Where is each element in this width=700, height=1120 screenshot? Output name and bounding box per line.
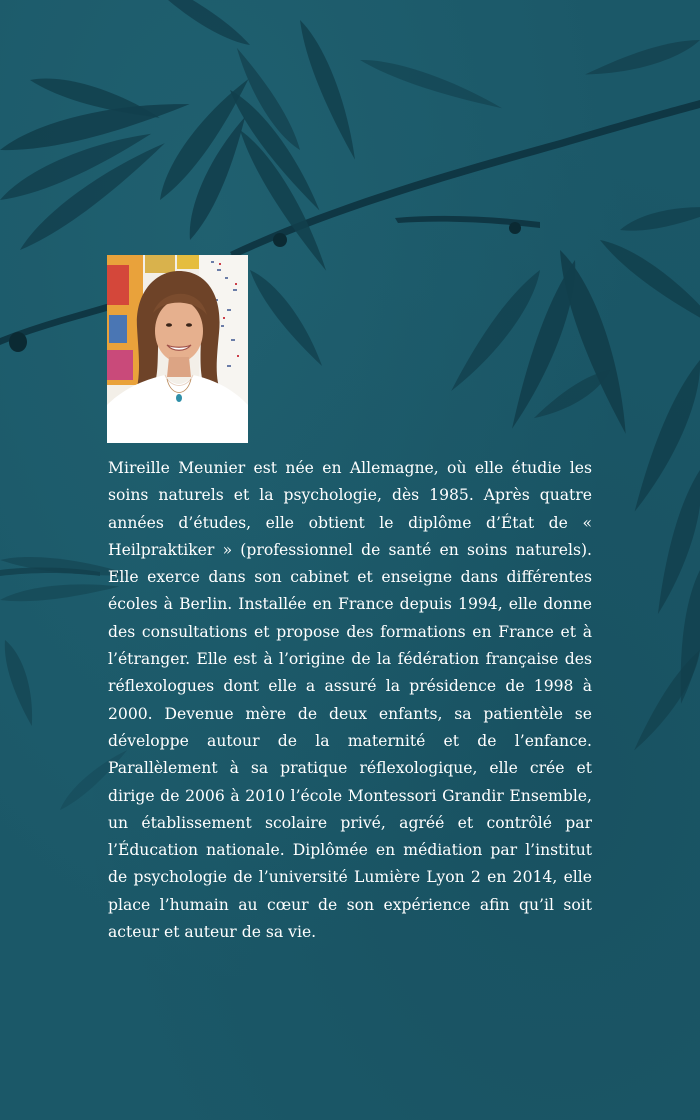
author-photo-image: [107, 255, 248, 443]
author-portrait: [107, 255, 248, 443]
author-biography: Mireille Meunier est née en Allemagne, où elle étudie les soins naturels et la psychologie, dès 1985. Après quatre années d’études, elle obtient le diplôme d’État de « Heilpraktiker » (professionnel de santé en soins naturels). Elle exerce dans son cabinet et enseigne dans différentes écoles à Berlin. Installée en France depuis 1994, elle donne des consultations et propose des formations en France et à l’étranger. Elle est à l’origine de la fédération française des réflexologues dont elle a assuré la présidence de 1998 à 2000. Devenue mère de deux enfants, sa patientèle se développe autour de la maternité et de l’enfance. Parallèlement à sa pratique réflexologique, elle crée et dirige de 2006 à 2010 l’école Montessori Grandir Ensemble, un établissement scolaire privé, agréé et contrôlé par l’Éducation nationale. Diplômée en médiation par l’institut de psychologie de l’université Lumière Lyon 2 en 2014, elle place l’humain au cœur de son expérience afin qu’il soit acteur et auteur de sa vie.: [108, 459, 592, 942]
